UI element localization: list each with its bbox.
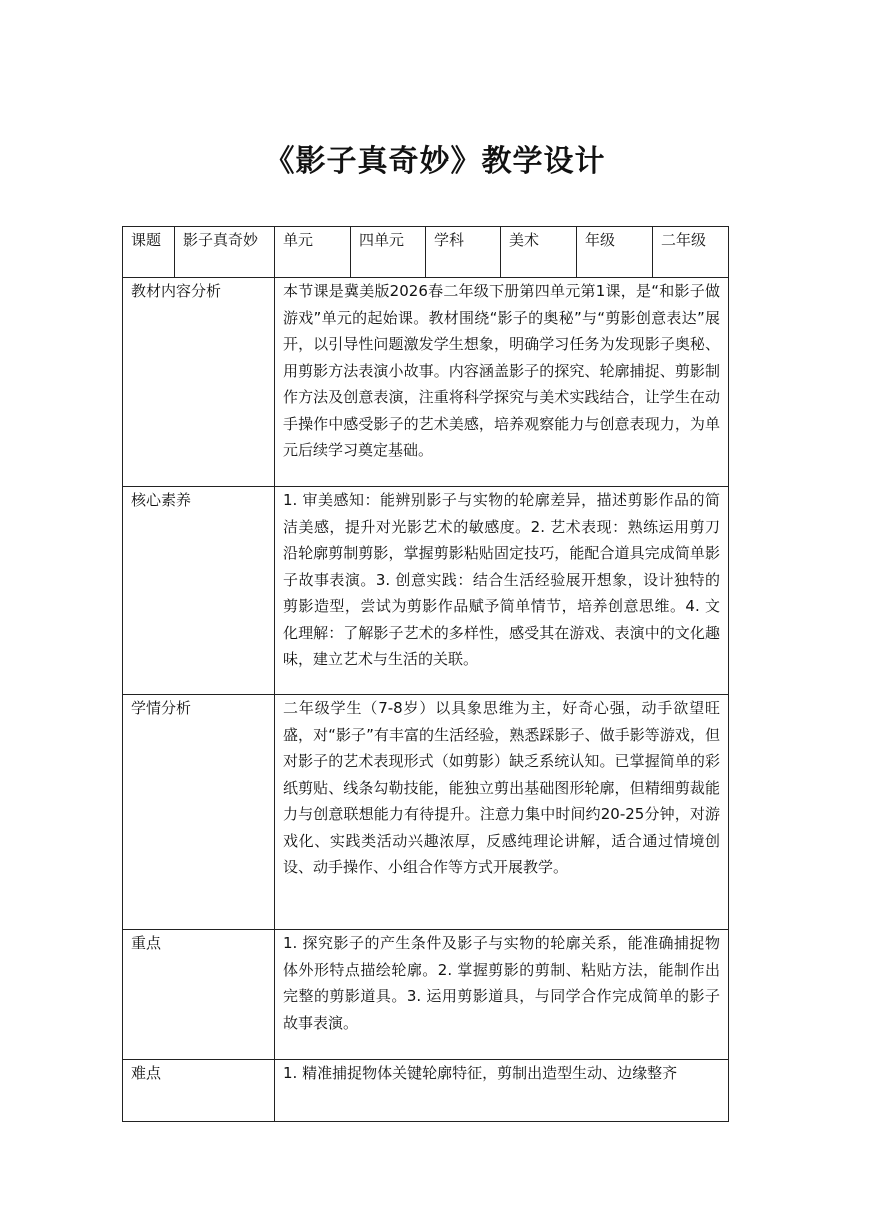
row-text-key-points: 1. 探究影子的产生条件及影子与实物的轮廓关系，能准确捕捉物体外形特点描绘轮廓。2. 掌握剪影的剪制、粘贴方法，能制作出完整的剪影道具。3. 运用剪影道具，与同学合作完成简单的影子故事表演。 [275, 930, 729, 1060]
row-label-difficulties: 难点 [123, 1060, 275, 1122]
grade-label: 年级 [577, 227, 653, 278]
table-row [123, 1060, 729, 1122]
row-text-student-analysis: 二年级学生（7-8岁）以具象思维为主，好奇心强，动手欲望旺盛，对“影子”有丰富的生活经验，熟悉踩影子、做手影等游戏，但对影子的艺术表现形式（如剪影）缺乏系统认知。已掌握简单的彩纸剪贴、线条勾勒技能，能独立剪出基础图形轮廓，但精细剪裁能力与创意联想能力有待提升。注意力集中时间约20-25分钟，对游戏化、实践类活动兴趣浓厚，反感纯理论讲解，适合通过情境创设、动手操作、小组合作等方式开展教学。 [275, 695, 729, 930]
row-text-core-literacy: 1. 审美感知：能辨别影子与实物的轮廓差异，描述剪影作品的简洁美感，提升对光影艺术的敏感度。2. 艺术表现：熟练运用剪刀沿轮廓剪制剪影，掌握剪影粘贴固定技巧，能配合道具完成简单影子故事表演。3. 创意实践：结合生活经验展开想象，设计独特的剪影造型，尝试为剪影作品赋予简单情节，培养创意思维。4. 文化理解：了解影子艺术的多样性，感受其在游戏、表演中的文化趣味，建立艺术与生活的关联。 [275, 487, 729, 695]
row-label-core-literacy: 核心素养 [123, 487, 275, 695]
document-title: 《影子真奇妙》教学设计 [264, 144, 606, 179]
course-label: 课题 [123, 227, 175, 278]
table-row [123, 278, 729, 487]
row-label-content-analysis: 教材内容分析 [123, 278, 275, 487]
row-label-student-analysis: 学情分析 [123, 695, 275, 930]
row-text-content-analysis: 本节课是冀美版2026春二年级下册第四单元第1课，是“和影子做游戏”单元的起始课。教材围绕“影子的奥秘”与“剪影创意表达”展开，以引导性问题激发学生想象，明确学习任务为发现影子奥秘、用剪影方法表演小故事。内容涵盖影子的探究、轮廓捕捉、剪影制作方法及创意表演，注重将科学探究与美术实践结合，让学生在动手操作中感受影子的艺术美感，培养观察能力与创意表现力，为单元后续学习奠定基础。 [275, 278, 729, 487]
table-row [123, 487, 729, 695]
row-text-difficulties: 1. 精准捕捉物体关键轮廓特征，剪制出造型生动、边缘整齐 [275, 1060, 729, 1122]
row-label-key-points: 重点 [123, 930, 275, 1060]
table-row [123, 695, 729, 930]
unit-label: 单元 [275, 227, 351, 278]
subject-value: 美术 [501, 227, 577, 278]
grade-value: 二年级 [653, 227, 729, 278]
lesson-design-table [122, 226, 729, 1122]
table-row [123, 930, 729, 1060]
unit-value: 四单元 [351, 227, 426, 278]
header-row [123, 227, 729, 278]
course-value: 影子真奇妙 [175, 227, 275, 278]
subject-label: 学科 [426, 227, 501, 278]
